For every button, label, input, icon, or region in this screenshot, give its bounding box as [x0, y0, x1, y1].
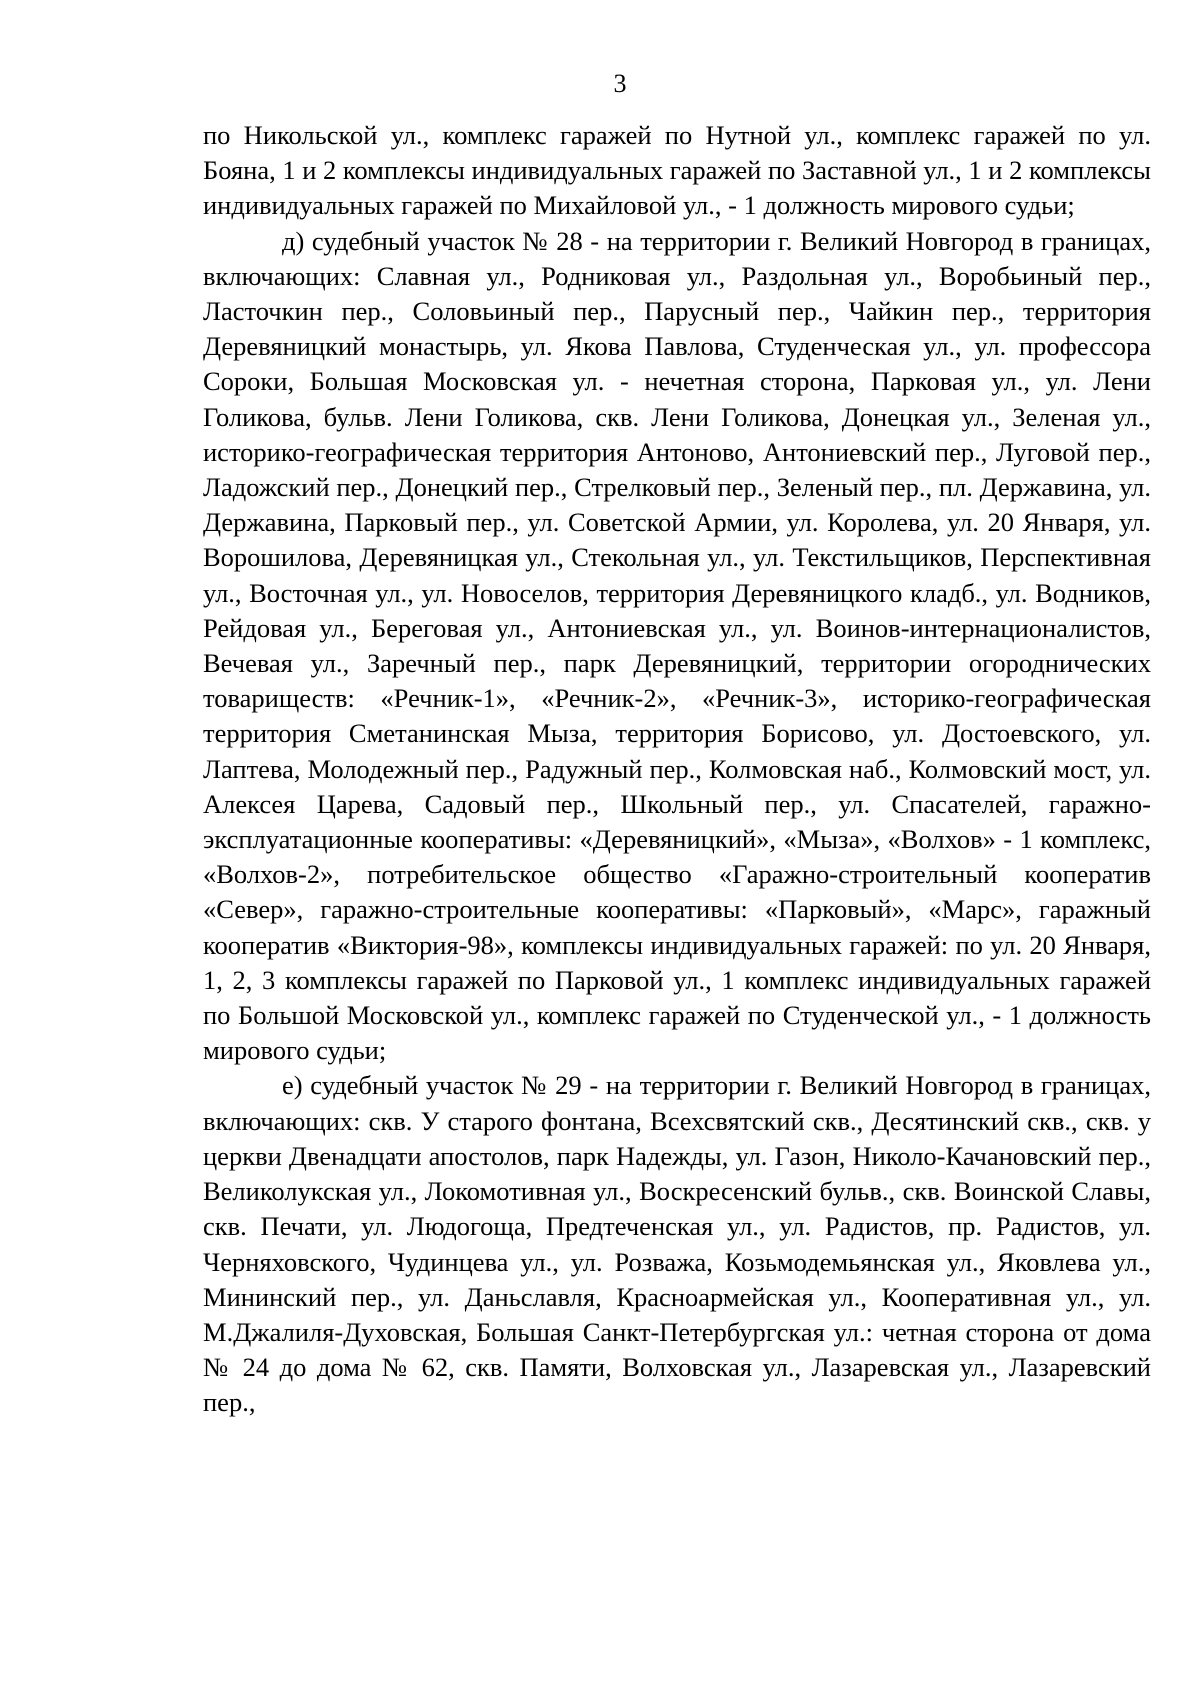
- paragraph-continuation: по Никольской ул., комплекс гаражей по Нутной ул., комплекс гаражей по ул. Бояна, 1 и 2 комплексы индивидуальных гаражей по Заставной ул., 1 и 2 комплексы индивидуальных гаражей по Михайловой ул., - 1 должность мирового судьи;: [203, 120, 1151, 221]
- page-number: 3: [613, 69, 627, 98]
- paragraph-section-d: д) судебный участок № 28 - на территории г. Великий Новгород в границах, включающих: Славная ул., Родниковая ул., Раздольная ул., Воробьиный пер., Ласточкин пер., Соловьиный пер., Парусный пер., Чайкин пер., территория Деревяницкий монастырь, ул. Якова Павлова, Студенческая ул., ул. профессора Сороки, Большая Московская ул. - нечетная сторона, Парковая ул., ул. Лени Голикова, бульв. Лени Голикова, скв. Лени Голикова, Донецкая ул., Зеленая ул., историко-географическая территория Антоново, Антониевский пер., Луговой пер., Ладожский пер., Донецкий пер., Стрелковый пер., Зеленый пер., пл. Державина, ул. Державина, Парковый пер., ул. Советской Армии, ул. Королева, ул. 20 Января, ул. Ворошилова, Деревяницкая ул., Стекольная ул., ул. Текстильщиков, Перспективная ул., Восточная ул., ул. Новоселов, территория Деревяницкого кладб., ул. Водников, Рейдовая ул., Береговая ул., Антониевская ул., ул. Воинов-интернационалистов, Вечевая ул., Заречный пер., парк Деревяницкий, территории огороднических товариществ: «Речник-1», «Речник-2», «Речник-3», историко-географическая территория Сметанинская Мыза, территория Борисово, ул. Достоевского, ул. Лаптева, Молодежный пер., Радужный пер., Колмовская наб., Колмовский мост, ул. Алексея Царева, Садовый пер., Школьный пер., ул. Спасателей, гаражно-эксплуатационные кооперативы: «Деревяницкий», «Мыза», «Волхов» - 1 комплекс, «Волхов-2», потребительское общество «Гаражно-строительный кооператив «Север», гаражно-строительные кооперативы: «Парковый», «Марс», гаражный кооператив «Виктория-98», комплексы индивидуальных гаражей: по ул. 20 Января, 1, 2, 3 комплексы гаражей по Парковой ул., 1 комплекс индивидуальных гаражей по Большой Московской ул., комплекс гаражей по Студенческой ул., - 1 должность мирового судьи;: [203, 225, 1151, 1066]
- document-body: [203, 118, 1151, 1421]
- paragraph-section-e: е) судебный участок № 29 - на территории г. Великий Новгород в границах, включающих: скв. У старого фонтана, Всехсвятский скв., Десятинский скв., скв. у церкви Двенадцати апостолов, парк Надежды, ул. Газон, Николо-Качановский пер., Великолукская ул., Локомотивная ул., Воскресенский бульв., скв. Воинской Славы, скв. Печати, ул. Людогоща, Предтеченская ул., ул. Радистов, пр. Радистов, ул. Черняховского, Чудинцева ул., ул. Розважа, Козьмодемьянская ул., Яковлева ул., Мининский пер., ул. Даньславля, Красноармейская ул., Кооперативная ул., ул. М.Джалиля-Духовская, Большая Санкт-Петербургская ул.: четная сторона от дома № 24 до дома № 62, скв. Памяти, Волховская ул., Лазаревская ул., Лазаревский пер.,: [203, 1070, 1151, 1418]
